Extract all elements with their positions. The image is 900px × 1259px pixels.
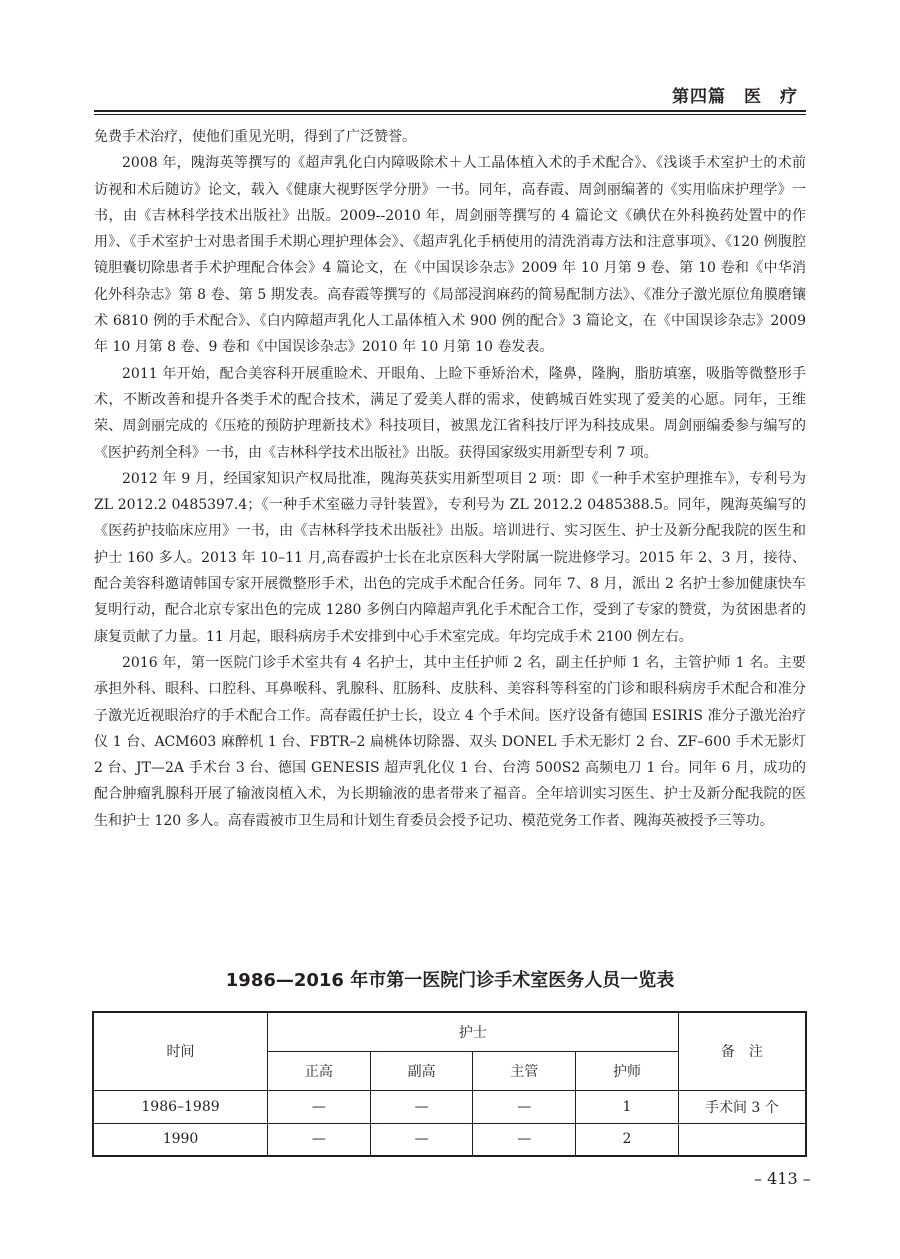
paragraph: 2011 年开始，配合美容科开展重睑术、开眼角、上睑下垂矫治术，隆鼻，隆胸，脂肪填塞，吸脂等微整形手术，不断改善和提升各类手术的配合技术，满足了爱美人群的需求，使鹤城百姓实现了爱美的心愿。同年，王维荣、周剑丽完成的《压疮的预防护理新技术》科技项目，被黑龙江省科技厅评为科技成果。周剑丽编委参与编写的《医护药剂全科》一书，由《吉林科学技术出版社》出版。获得国家级实用新型专利 7 项。 bbox=[94, 365, 806, 461]
cell-zhuguan: — bbox=[473, 1090, 576, 1123]
cell-remark: 手术间 3 个 bbox=[678, 1090, 806, 1123]
cell-fugao: — bbox=[370, 1090, 473, 1123]
header-zhenggao: 正高 bbox=[268, 1051, 371, 1090]
table-row bbox=[93, 1123, 806, 1156]
header-hushi: 护师 bbox=[576, 1051, 679, 1090]
cell-zhenggao: — bbox=[268, 1090, 371, 1123]
header-fugao: 副高 bbox=[370, 1051, 473, 1090]
body-text bbox=[94, 124, 806, 834]
section-title: 第四篇 医 疗 bbox=[672, 87, 798, 107]
paragraph: 2016 年，第一医院门诊手术室共有 4 名护士，其中主任护师 2 名，副主任护师 1 名，主管护师 1 名。主要承担外科、眼科、口腔科、耳鼻喉科、乳腺科、肛肠科、皮肤科、美容科等科室的门诊和眼科病房手术配合和准分子激光近视眼治疗的手术配合工作。高春霞任护士长，设立 4 个手术间。医疗设备有德国 ESIRIS 准分子激光治疗仪 1 台、ACM603 麻醉机 1 台、FBTR–2 扁桃体切除器、双头 DONEL 手术无影灯 2 台、ZF–600 手术无影灯 2 台、JT—2A 手术台 3 台、德国 GENESIS 超声乳化仪 1 台、台湾 500S2 高频电刀 1 台。同年 6 月，成功的配合肿瘤乳腺科开展了输液岗植入术，为长期输液的患者带来了福音。全年培训实习医生、护士及新分配我院的医生和护士 120 多人。高春霞被市卫生局和计划生育委员会授予记功、模范党务工作者、隗海英被授予三等功。 bbox=[94, 654, 806, 829]
table-header-row bbox=[93, 1012, 806, 1051]
paragraph: 2008 年，隗海英等撰写的《超声乳化白内障吸除术＋人工晶体植入术的手术配合》、《浅谈手术室护士的术前访视和术后随访》论文，载入《健康大视野医学分册》一书。同年，高春霞、周剑丽编著的《实用临床护理学》一书，由《吉林科学技术出版社》出版。2009--2010 年，周剑丽等撰写的 4 篇论文《碘伏在外科换药处置中的作用》、《手术室护士对患者围手术期心理护理体会》、《超声乳化手柄使用的清洗消毒方法和注意事项》、《120 例腹腔镜胆囊切除患者手术护理配合体会》4 篇论文，在《中国误诊杂志》2009 年 10 月第 9 卷、第 10 卷和《中华消化外科杂志》第 8 卷、第 5 期发表。高春霞等撰写的《局部浸润麻药的简易配制方法》、《准分子激光原位角膜磨镶术 6810 例的手术配合》、《白内障超声乳化人工晶体植入术 900 例的配合》3 篇论文，在《中国误诊杂志》2009 年 10 月第 8 卷、9 卷和《中国误诊杂志》2010 年 10 月第 10 卷发表。 bbox=[94, 155, 806, 356]
header-time: 时间 bbox=[93, 1012, 268, 1090]
header-zhuguan: 主管 bbox=[473, 1051, 576, 1090]
cell-zhenggao: — bbox=[268, 1123, 371, 1156]
staff-table bbox=[92, 1011, 807, 1157]
cell-time: 1990 bbox=[93, 1123, 268, 1156]
cell-remark bbox=[678, 1123, 806, 1156]
paragraph: 免费手术治疗，使他们重见光明，得到了广泛赞誉。 bbox=[94, 129, 416, 145]
header-nurse: 护士 bbox=[268, 1012, 679, 1051]
cell-hushi: 1 bbox=[576, 1090, 679, 1123]
header-remark: 备 注 bbox=[678, 1012, 806, 1090]
cell-hushi: 2 bbox=[576, 1123, 679, 1156]
table-title: 1986—2016 年市第一医院门诊手术室医务人员一览表 bbox=[225, 970, 675, 991]
paragraph: 2012 年 9 月，经国家知识产权局批准，隗海英获实用新型项目 2 项：即《一种手术室护理推车》，专利号为 ZL 2012.2 0485397.4；《一种手术室磁力寻针装置》，专利号为 ZL 2012.2 0485388.5。同年，隗海英编写的《医药护技临床应用》一书，由《吉林科学技术出版社》出版。培训进行、实习医生、护士及新分配我院的医生和护士 160 多人。2013 年 10–11 月,高春霞护士长在北京医科大学附属一院进修学习。2015 年 2、3 月，接待、配合美容科邀请韩国专家开展微整形手术，出色的完成手术配合任务。同年 7、8 月，派出 2 名护士参加健康快车复明行动，配合北京专家出色的完成 1280 多例白内障超声乳化手术配合工作，受到了专家的赞赏，为贫困患者的康复贡献了力量。11 月起，眼科病房手术安排到中心手术室完成。年均完成手术 2100 例左右。 bbox=[94, 470, 806, 645]
cell-fugao: — bbox=[370, 1123, 473, 1156]
cell-zhuguan: — bbox=[473, 1123, 576, 1156]
running-header bbox=[94, 82, 806, 112]
page-number: – 413 – bbox=[754, 1169, 811, 1188]
header-rule-thin bbox=[94, 114, 806, 115]
table-row bbox=[93, 1090, 806, 1123]
header-rule bbox=[94, 110, 806, 112]
cell-time: 1986–1989 bbox=[93, 1090, 268, 1123]
